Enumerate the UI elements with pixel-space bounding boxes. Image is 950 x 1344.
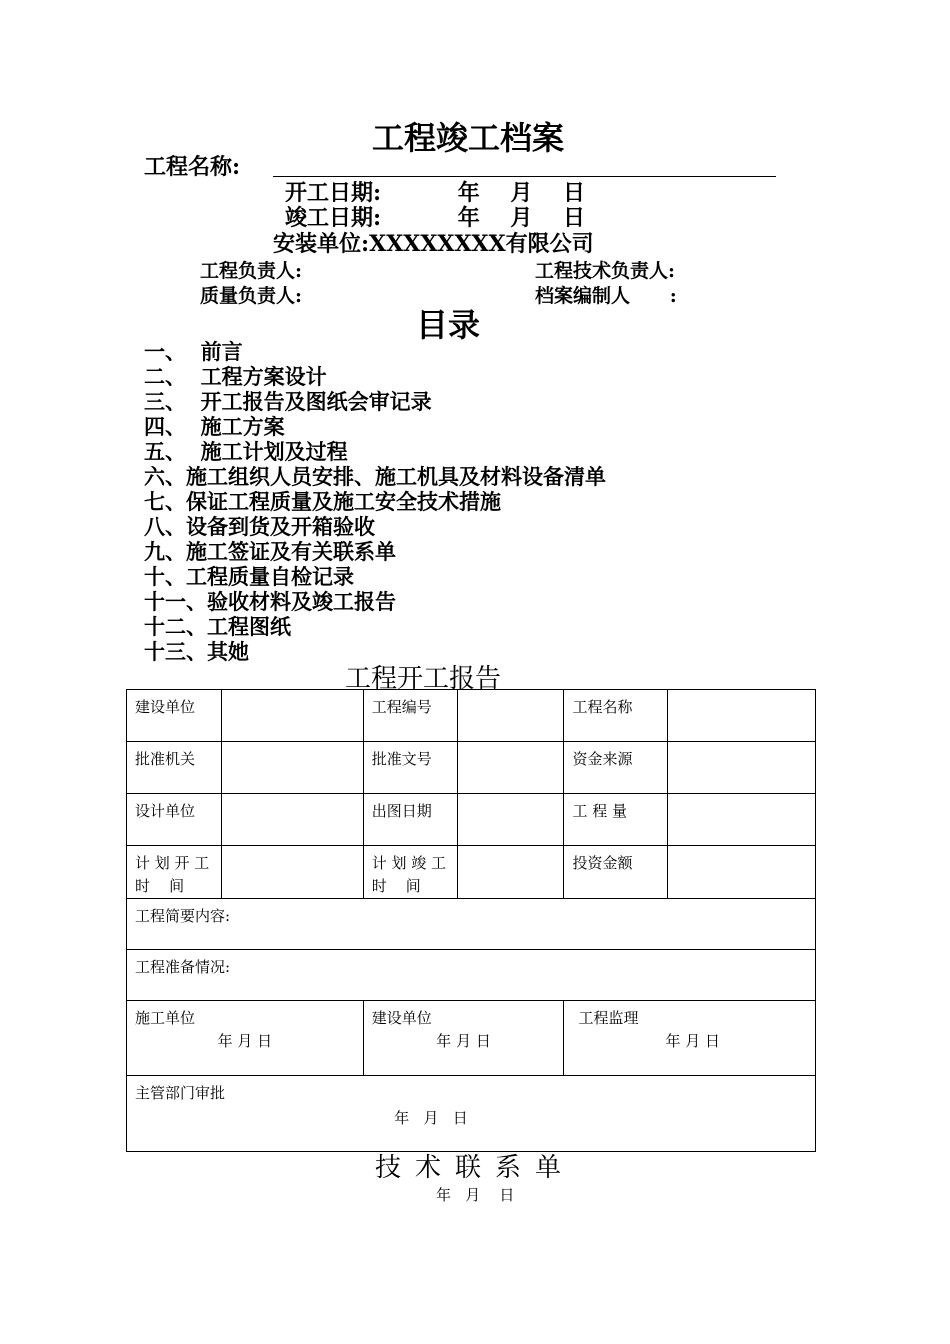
cell-value[interactable] xyxy=(668,742,816,794)
cell-value[interactable] xyxy=(221,794,363,846)
cell-value[interactable] xyxy=(457,742,564,794)
toc-list xyxy=(144,339,606,664)
cell-value[interactable] xyxy=(457,690,564,742)
toc-item: 二、 工程方案设计 xyxy=(144,364,327,389)
toc-item: 九、施工签证及有关联系单 xyxy=(144,539,396,564)
cell-label: 工 程 量 xyxy=(564,794,668,846)
toc-item: 三、 开工报告及图纸会审记录 xyxy=(144,389,432,414)
supervision-date: 年 月 日 xyxy=(665,1032,720,1050)
cell-value[interactable] xyxy=(221,742,363,794)
toc-item: 六、施工组织人员安排、施工机具及材料设备清单 xyxy=(144,464,606,489)
cell-value[interactable] xyxy=(221,846,363,899)
toc-item: 一、 前言 xyxy=(144,339,243,364)
completion-date-line: 竣工日期: 年 月 日 xyxy=(285,205,585,231)
toc-item: 八、设备到货及开箱验收 xyxy=(144,514,375,539)
cell-value[interactable] xyxy=(668,794,816,846)
table-row xyxy=(127,899,816,950)
supervision-label: 工程监理 xyxy=(578,1009,639,1027)
cell-value[interactable] xyxy=(457,794,564,846)
tech-contact-date: 年 月 日 xyxy=(436,1186,515,1204)
construction-unit-cell[interactable] xyxy=(127,1001,364,1076)
table-row xyxy=(127,742,816,794)
construction-unit-date: 年 月 日 xyxy=(217,1032,273,1050)
toc-item: 十、工程质量自检记录 xyxy=(144,564,354,589)
table-row xyxy=(127,950,816,1001)
preparation-cell[interactable]: 工程准备情况: xyxy=(127,950,816,1001)
cell-label: 设计单位 xyxy=(127,794,222,846)
tech-contact-title: 技术联系单 xyxy=(375,1153,576,1183)
cell-label: 批准文号 xyxy=(363,742,457,794)
table-row xyxy=(127,846,816,899)
archive-editor-label: 档案编制人 : xyxy=(535,285,677,307)
table-row xyxy=(127,1076,816,1152)
cell-label: 计 划 开 工 时 间 xyxy=(127,846,222,899)
approval-date: 年 月 日 xyxy=(394,1109,468,1127)
toc-item: 十一、验收材料及竣工报告 xyxy=(144,589,396,614)
quality-lead-label: 质量负责人: xyxy=(200,285,303,307)
cell-label: 出图日期 xyxy=(363,794,457,846)
project-lead-label: 工程负责人: xyxy=(200,260,303,282)
installer-line: 安装单位:XXXXXXXX有限公司 xyxy=(273,231,594,257)
report-title: 工程开工报告 xyxy=(345,664,502,694)
cell-value[interactable] xyxy=(457,846,564,899)
toc-item: 四、 施工方案 xyxy=(144,414,285,439)
start-date-line: 开工日期: 年 月 日 xyxy=(285,180,585,206)
cell-label: 计 划 竣 工 时 间 xyxy=(363,846,457,899)
cell-label: 批准机关 xyxy=(127,742,222,794)
summary-cell[interactable]: 工程简要内容: xyxy=(127,899,816,950)
cell-value[interactable] xyxy=(668,846,816,899)
project-name-label: 工程名称: xyxy=(144,154,241,180)
start-report-table xyxy=(126,689,816,1152)
table-row xyxy=(127,690,816,742)
tech-lead-label: 工程技术负责人: xyxy=(535,260,676,282)
cell-label: 建设单位 xyxy=(127,690,222,742)
toc-item: 十二、工程图纸 xyxy=(144,614,291,639)
table-row xyxy=(127,794,816,846)
toc-title: 目录 xyxy=(416,306,481,344)
cell-value[interactable] xyxy=(221,690,363,742)
construction-unit-label: 施工单位 xyxy=(135,1009,196,1027)
build-unit-label: 建设单位 xyxy=(371,1009,432,1027)
toc-item: 十三、其她 xyxy=(144,639,249,664)
table-row xyxy=(127,1001,816,1076)
cell-label: 投资金额 xyxy=(564,846,668,899)
build-unit-date: 年 月 日 xyxy=(436,1032,491,1050)
toc-item: 五、 施工计划及过程 xyxy=(144,439,348,464)
cell-label: 工程名称 xyxy=(564,690,668,742)
approval-label: 主管部门审批 xyxy=(135,1084,226,1102)
build-unit-cell[interactable] xyxy=(363,1001,564,1076)
document-title: 工程竣工档案 xyxy=(372,119,565,157)
cell-value[interactable] xyxy=(668,690,816,742)
toc-item: 七、保证工程质量及施工安全技术措施 xyxy=(144,489,501,514)
supervision-cell[interactable] xyxy=(564,1001,816,1076)
cell-label: 资金来源 xyxy=(564,742,668,794)
cell-label: 工程编号 xyxy=(363,690,457,742)
approval-cell[interactable] xyxy=(127,1076,816,1152)
